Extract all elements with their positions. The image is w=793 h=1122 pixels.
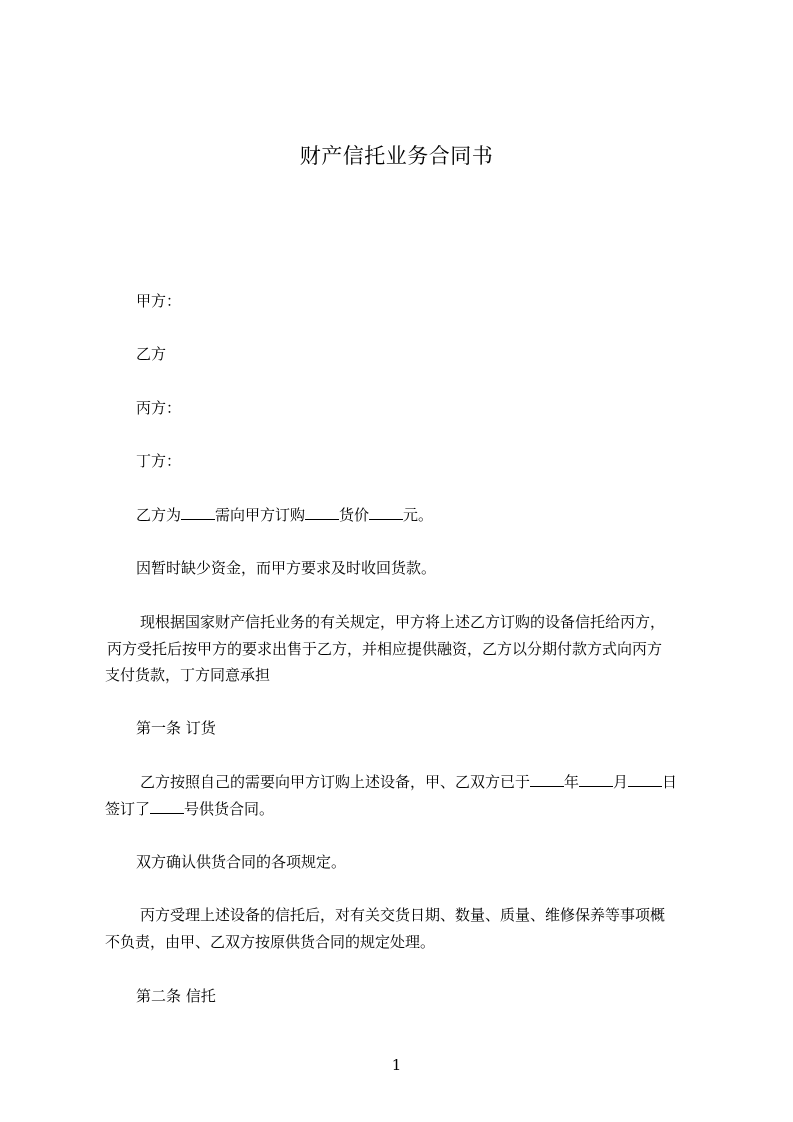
- blank-line: [181, 504, 215, 520]
- blank-line: [628, 771, 662, 787]
- article-1-heading: 第一条 订货: [136, 719, 216, 737]
- month-label: 月: [613, 773, 629, 791]
- purchase-line: [136, 504, 433, 526]
- blank-line: [579, 771, 613, 787]
- blank-line: [305, 504, 339, 520]
- purchase-text-2: 需向甲方订购: [215, 506, 306, 524]
- reason-paragraph: 因暂时缺少资金，而甲方要求及时收回货款。: [136, 559, 437, 577]
- basis-line-1: 现根据国家财产信托业务的有关规定，甲方将上述乙方订购的设备信托给丙方，: [140, 613, 666, 631]
- party-a-label: 甲方：: [136, 292, 182, 310]
- party-c-label: 丙方：: [136, 399, 182, 417]
- contract-number-text: 号供货合同。: [184, 800, 275, 818]
- blank-line: [530, 771, 564, 787]
- article-1-p1-text: 乙方按照自己的需要向甲方订购上述设备，甲、乙双方已于: [140, 773, 531, 791]
- blank-line: [369, 504, 403, 520]
- basis-line-2: 丙方受托后按甲方的要求出售于乙方，并相应提供融资，乙方以分期付款方式向丙方: [107, 640, 663, 658]
- purchase-text-4: 元。: [403, 506, 434, 524]
- party-b-label: 乙方: [136, 345, 167, 363]
- purchase-text-1: 乙方为: [136, 506, 182, 524]
- article-1-p1-line-2: [105, 798, 274, 820]
- article-1-p3-line-2: 不负责，由甲、乙双方按原供货合同的规定处理。: [105, 933, 436, 951]
- page-number: 1: [391, 1056, 402, 1074]
- article-1-p3-line-1: 丙方受理上述设备的信托后，对有关交货日期、数量、质量、维修保养等事项概: [140, 906, 666, 924]
- article-1-p2: 双方确认供货合同的各项规定。: [136, 853, 347, 871]
- party-d-label: 丁方：: [136, 452, 182, 470]
- article-2-heading: 第二条 信托: [136, 987, 216, 1005]
- year-label: 年: [564, 773, 580, 791]
- basis-line-3: 支付货款，丁方同意承担: [105, 666, 271, 684]
- purchase-text-3: 货价: [339, 506, 370, 524]
- signed-text: 签订了: [105, 800, 151, 818]
- day-label: 日: [662, 773, 678, 791]
- document-title: 财产信托业务合同书: [299, 144, 494, 168]
- article-1-p1-line-1: [140, 771, 677, 793]
- blank-line: [150, 798, 184, 814]
